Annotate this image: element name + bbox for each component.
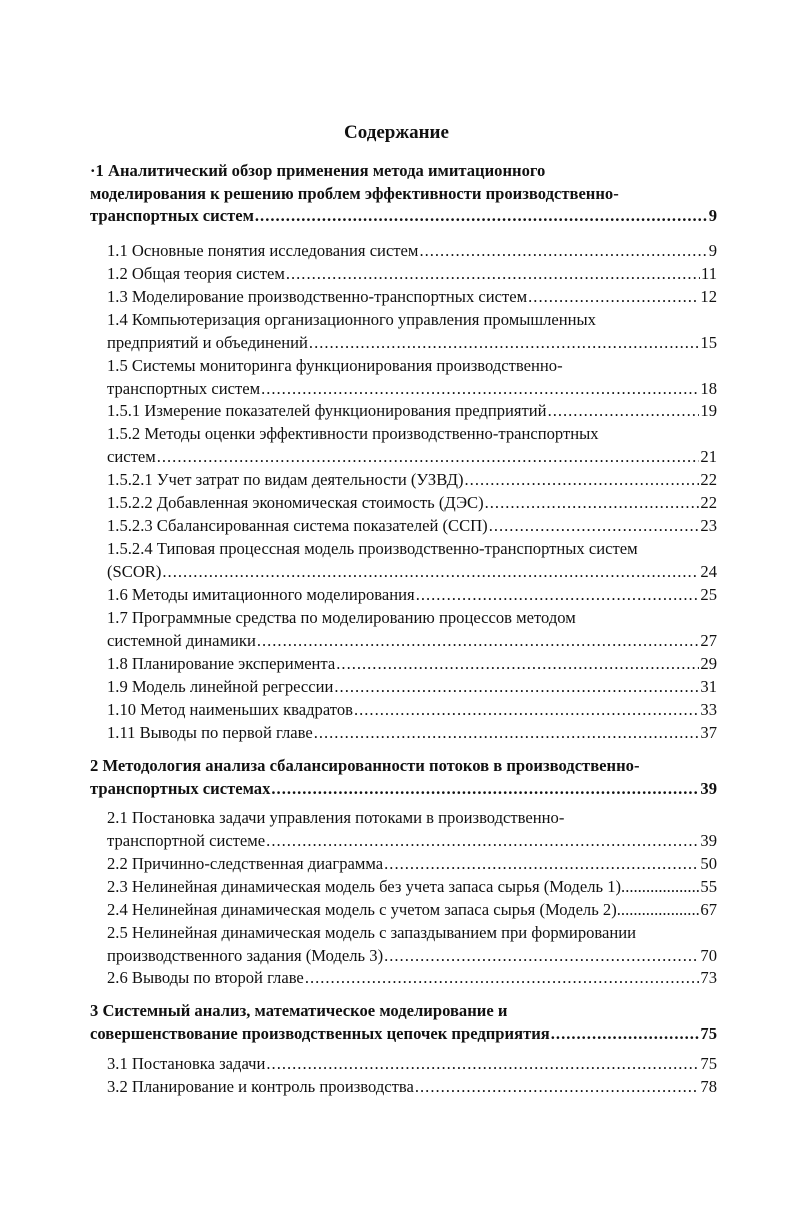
toc-entry-title: (SCOR): [107, 561, 162, 581]
toc-leader-line: [107, 400, 717, 423]
toc-leader-line: [107, 722, 717, 745]
toc-entry-title: транспортных систем: [90, 206, 254, 226]
dot-leader: [415, 1076, 700, 1099]
toc-leader-line: [107, 1053, 717, 1076]
toc-entry-title: 3.2 Планирование и контроль производства: [107, 1077, 414, 1096]
dot-leader: [157, 446, 700, 469]
toc-section-1-5[interactable]: [107, 355, 717, 400]
dot-leader: [255, 205, 708, 228]
toc-line: 1.7 Программные средства по моделированию процессов методом: [107, 608, 576, 627]
dot-leader: [266, 1053, 699, 1076]
toc-section-2-2[interactable]: [107, 853, 717, 876]
toc-entry-title: 1.9 Модель линейной регрессии: [107, 677, 334, 696]
toc-section-1-5-2-3[interactable]: [107, 515, 717, 538]
page-title: Содержание: [344, 122, 449, 143]
toc-page-number: 33: [700, 700, 717, 719]
toc-section-1-3[interactable]: [107, 286, 717, 309]
toc-page-number: 25: [700, 585, 717, 604]
toc-entry-title: 1.5.2.3 Сбалансированная система показателей (ССП): [107, 516, 488, 535]
toc-page-number: 37: [700, 723, 717, 742]
toc-leader-line: [107, 515, 717, 538]
dot-leader: [162, 561, 699, 584]
dot-leader: [271, 778, 699, 801]
toc-section-1-4[interactable]: [107, 309, 717, 354]
toc-leader-line: [107, 469, 717, 492]
toc-page-number: 29: [700, 654, 717, 673]
toc-page-number: 22: [700, 493, 717, 512]
dot-leader: [551, 1023, 700, 1046]
toc-entry-title: 1.10 Метод наименьших квадратов: [107, 700, 353, 719]
toc-page-number: 75: [700, 1054, 717, 1073]
toc-entry-title: транспортной системе: [107, 830, 266, 850]
dot-leader: [416, 584, 700, 607]
dot-leader: [305, 967, 700, 990]
toc-page-number: 19: [700, 401, 717, 420]
toc-section-1-5-2-2[interactable]: [107, 492, 717, 515]
toc-section-1-1[interactable]: [107, 240, 717, 263]
toc-entry-title: 2.6 Выводы по второй главе: [107, 968, 304, 987]
toc-page-number: 9: [708, 241, 717, 260]
toc-leader-line: [107, 332, 717, 355]
toc-section-1-7[interactable]: [107, 607, 717, 652]
toc-entry-title: 1.5.1 Измерение показателей функционирования предприятий: [107, 401, 547, 420]
toc-leader-line: [107, 676, 717, 699]
toc-leader-line: [107, 286, 717, 309]
toc-page-number: 75: [700, 1023, 717, 1043]
toc-page-number: 78: [700, 1077, 717, 1096]
toc-leader-line: [107, 584, 717, 607]
toc-entry-title: 2.4 Нелинейная динамическая модель с учетом запаса сырья (Модель 2): [107, 900, 617, 919]
toc-page-number: 18: [700, 378, 717, 398]
toc-leader-line: [90, 778, 717, 801]
toc-entry-title: 1.3 Моделирование производственно-транспортных систем: [107, 287, 528, 306]
toc-section-2-3[interactable]: [107, 876, 717, 899]
dot-leader: [617, 899, 701, 922]
toc-entry-title: совершенствование производственных цепочек предприятия: [90, 1023, 550, 1043]
toc-entry-title: систем: [107, 446, 156, 466]
toc-entry-title: 1.2 Общая теория систем: [107, 264, 285, 283]
toc-page-number: 12: [700, 287, 717, 306]
toc-section-1-11[interactable]: [107, 722, 717, 745]
toc-entry-title: системной динамики: [107, 630, 256, 650]
toc-entry-title: транспортных системах: [90, 778, 271, 798]
dot-leader: [528, 286, 699, 309]
dot-leader: [489, 515, 700, 538]
dot-leader: [261, 378, 699, 401]
toc-leader-line: [107, 853, 717, 876]
dot-leader: [384, 853, 699, 876]
toc-section-2-6[interactable]: [107, 967, 717, 990]
toc-leader-line: [107, 240, 717, 263]
toc-section-1-10[interactable]: [107, 699, 717, 722]
toc-line: 1.5.2 Методы оценки эффективности производственно-транспортных: [107, 424, 599, 443]
toc-line: моделирования к решению проблем эффективности производственно-: [90, 183, 619, 203]
toc-leader-line: [107, 653, 717, 676]
toc-page-number: 50: [700, 854, 717, 873]
toc-leader-line: [107, 1076, 717, 1099]
toc-entry-title: 3.1 Постановка задачи: [107, 1054, 266, 1073]
toc-leader-line: [107, 876, 717, 899]
toc-section-2-1[interactable]: [107, 807, 717, 852]
toc-entry-title: предприятий и объединений: [107, 332, 308, 352]
toc-leader-line: [107, 630, 717, 653]
toc-leader-line: [107, 699, 717, 722]
toc-section-2-5[interactable]: [107, 922, 717, 967]
toc-entry-title: транспортных систем: [107, 378, 261, 398]
toc-section-1-5-2-4[interactable]: [107, 538, 717, 583]
toc-page-number: 21: [700, 446, 717, 466]
toc-section-3-2[interactable]: [107, 1076, 717, 1099]
toc-entry-title: 1.6 Методы имитационного моделирования: [107, 585, 415, 604]
toc-page-number: 22: [700, 470, 717, 489]
toc-section-1-5-2-1[interactable]: [107, 469, 717, 492]
toc-section-1-5-1[interactable]: [107, 400, 717, 423]
dot-leader: [621, 876, 700, 899]
dot-leader: [266, 830, 699, 853]
dot-leader: [309, 332, 699, 355]
toc-page-number: 73: [700, 968, 717, 987]
toc-leader-line: [107, 492, 717, 515]
toc-entry-title: 1.8 Планирование эксперимента: [107, 654, 336, 673]
toc-chapter-1[interactable]: [90, 160, 717, 228]
toc-section-3-1[interactable]: [107, 1053, 717, 1076]
toc-chapter-2[interactable]: [90, 755, 717, 800]
toc-line: ·1 Аналитический обзор применения метода имитационного: [90, 161, 546, 180]
toc-entry-title: 1.1 Основные понятия исследования систем: [107, 241, 419, 260]
toc-section-1-8[interactable]: [107, 653, 717, 676]
toc-page-number: 39: [700, 830, 717, 850]
toc-page-number: 67: [700, 900, 717, 919]
dot-leader: [334, 676, 699, 699]
dot-leader: [548, 400, 700, 423]
dot-leader: [314, 722, 700, 745]
toc-section-1-2[interactable]: [107, 263, 717, 286]
toc-page-number: 55: [700, 877, 717, 896]
dot-leader: [336, 653, 699, 676]
toc-entry-title: 1.5.2.1 Учет затрат по видам деятельности (УЗВД): [107, 470, 464, 489]
toc-leader-line: [107, 378, 717, 401]
toc-entry-title: 1.11 Выводы по первой главе: [107, 723, 313, 742]
dot-leader: [485, 492, 700, 515]
toc-page-number: 27: [700, 630, 717, 650]
toc-entry-title: производственного задания (Модель 3): [107, 945, 384, 965]
dot-leader: [354, 699, 699, 722]
dot-leader: [384, 945, 699, 968]
dot-leader: [286, 263, 700, 286]
toc-entry-title: 1.5.2.2 Добавленная экономическая стоимость (ДЭС): [107, 493, 484, 512]
toc-leader-line: [90, 1023, 717, 1046]
toc-section-1-9[interactable]: [107, 676, 717, 699]
toc-leader-line: [107, 899, 717, 922]
toc-page-number: 11: [701, 264, 717, 283]
toc-leader-line: [107, 967, 717, 990]
toc-leader-line: [107, 945, 717, 968]
toc-chapter-3[interactable]: [90, 1000, 717, 1045]
toc-line: 3 Системный анализ, математическое моделирование и: [90, 1001, 508, 1020]
toc-page-number: 31: [700, 677, 717, 696]
toc-leader-line: [107, 446, 717, 469]
toc-line: 2.1 Постановка задачи управления потоками в производственно-: [107, 808, 565, 827]
toc-page-number: 15: [700, 332, 717, 352]
toc-entry-title: 2.2 Причинно-следственная диаграмма: [107, 854, 384, 873]
toc-leader-line: [90, 205, 717, 228]
toc-page-number: 39: [700, 778, 717, 798]
toc-line: 2 Методология анализа сбалансированности потоков в производственно-: [90, 756, 640, 775]
toc-leader-line: [107, 830, 717, 853]
toc-section-2-4[interactable]: [107, 899, 717, 922]
toc-section-1-5-2[interactable]: [107, 423, 717, 468]
dot-leader: [465, 469, 700, 492]
toc-leader-line: [107, 561, 717, 584]
toc-page-number: 23: [700, 516, 717, 535]
toc-entry-title: 2.3 Нелинейная динамическая модель без учета запаса сырья (Модель 1): [107, 877, 622, 896]
toc-line: 1.5.2.4 Типовая процессная модель производственно-транспортных систем: [107, 539, 638, 558]
toc-line: 2.5 Нелинейная динамическая модель с запаздыванием при формировании: [107, 923, 637, 942]
dot-leader: [257, 630, 700, 653]
toc-page-number: 9: [708, 206, 717, 226]
toc-line: 1.4 Компьютеризация организационного управления промышленных: [107, 310, 596, 329]
toc-line: 1.5 Системы мониторинга функционирования производственно-: [107, 356, 563, 375]
toc-page-number: 70: [700, 945, 717, 965]
toc-page-number: 24: [700, 561, 717, 581]
toc-section-1-6[interactable]: [107, 584, 717, 607]
toc-leader-line: [107, 263, 717, 286]
dot-leader: [419, 240, 707, 263]
